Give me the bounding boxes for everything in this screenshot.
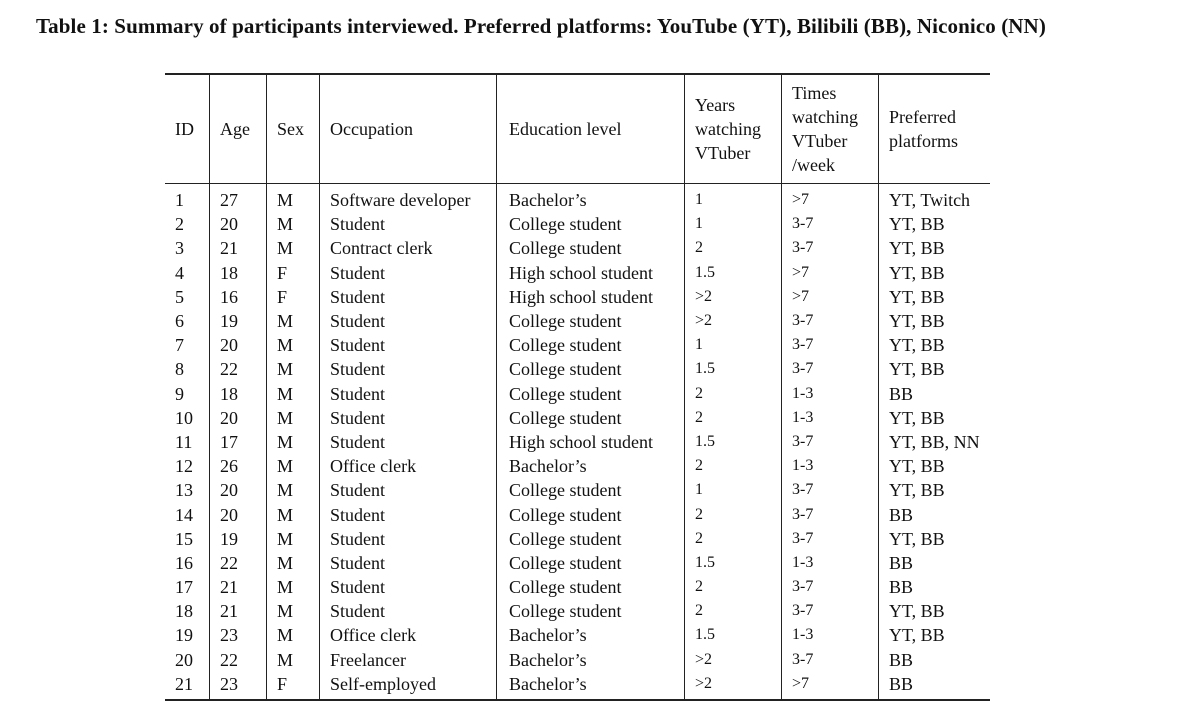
cell-times-watching: 3-7 bbox=[782, 478, 879, 502]
cell-years-watching: 1.5 bbox=[685, 623, 782, 647]
cell-id: 3 bbox=[165, 236, 210, 260]
cell-years-watching: 1 bbox=[685, 478, 782, 502]
cell-times-watching: 3-7 bbox=[782, 527, 879, 551]
header-years-watching bbox=[685, 74, 782, 184]
cell-times-watching: 3-7 bbox=[782, 236, 879, 260]
cell-id: 16 bbox=[165, 551, 210, 575]
cell-times-watching: 3-7 bbox=[782, 212, 879, 236]
cell-times-watching: 1-3 bbox=[782, 406, 879, 430]
cell-preferred-platforms: YT, BB bbox=[889, 238, 945, 259]
cell-occupation: Student bbox=[320, 502, 497, 526]
cell-age: 26 bbox=[210, 454, 267, 478]
table-row bbox=[165, 454, 990, 478]
cell-id: 8 bbox=[165, 357, 210, 381]
cell-preferred-platforms: BB bbox=[889, 649, 914, 670]
cell-times-watching: >7 bbox=[782, 184, 879, 213]
header-platforms-line: platforms bbox=[889, 131, 958, 151]
cell-occupation: Student bbox=[320, 430, 497, 454]
cell-education-level: College student bbox=[497, 382, 685, 406]
cell-sex: F bbox=[267, 261, 320, 285]
cell-preferred-platforms: YT, BB bbox=[889, 214, 945, 235]
cell-sex: M bbox=[267, 527, 320, 551]
cell-age: 27 bbox=[210, 184, 267, 213]
header-years-line: VTuber bbox=[695, 143, 751, 163]
cell-preferred-platforms: YT, BB bbox=[889, 311, 945, 332]
cell-education-level: College student bbox=[497, 309, 685, 333]
cell-preferred-platforms: YT, BB, NN bbox=[889, 431, 980, 452]
table-row bbox=[165, 551, 990, 575]
cell-age: 21 bbox=[210, 575, 267, 599]
cell-preferred-platforms: YT, BB bbox=[889, 456, 945, 477]
header-years-line: Years bbox=[695, 95, 736, 115]
cell-occupation: Office clerk bbox=[320, 623, 497, 647]
cell-age: 16 bbox=[210, 285, 267, 309]
header-age: Age bbox=[210, 74, 267, 184]
cell-preferred-platforms: YT, BB bbox=[889, 528, 945, 549]
cell-occupation: Student bbox=[320, 599, 497, 623]
table-row bbox=[165, 599, 990, 623]
cell-occupation: Student bbox=[320, 285, 497, 309]
cell-id: 9 bbox=[165, 382, 210, 406]
cell-education-level: College student bbox=[497, 575, 685, 599]
header-times-line: watching bbox=[792, 107, 858, 127]
cell-education-level: College student bbox=[497, 406, 685, 430]
cell-sex: M bbox=[267, 502, 320, 526]
header-education-level: Education level bbox=[497, 74, 685, 184]
cell-years-watching: 1 bbox=[685, 184, 782, 213]
cell-occupation: Student bbox=[320, 527, 497, 551]
cell-education-level: High school student bbox=[497, 285, 685, 309]
cell-times-watching: >7 bbox=[782, 261, 879, 285]
cell-sex: M bbox=[267, 478, 320, 502]
header-row bbox=[165, 74, 990, 184]
cell-id: 20 bbox=[165, 648, 210, 672]
cell-sex: M bbox=[267, 309, 320, 333]
header-sex: Sex bbox=[267, 74, 320, 184]
cell-age: 19 bbox=[210, 527, 267, 551]
cell-id: 19 bbox=[165, 623, 210, 647]
cell-education-level: College student bbox=[497, 599, 685, 623]
table-row bbox=[165, 357, 990, 381]
cell-preferred-platforms: YT, BB bbox=[889, 601, 945, 622]
header-times-line: /week bbox=[792, 155, 835, 175]
cell-years-watching: 1.5 bbox=[685, 430, 782, 454]
cell-education-level: College student bbox=[497, 478, 685, 502]
cell-education-level: Bachelor’s bbox=[497, 648, 685, 672]
cell-age: 23 bbox=[210, 623, 267, 647]
cell-education-level: College student bbox=[497, 236, 685, 260]
cell-preferred-platforms: BB bbox=[889, 552, 914, 573]
table-row bbox=[165, 430, 990, 454]
cell-years-watching: 1.5 bbox=[685, 357, 782, 381]
cell-id: 7 bbox=[165, 333, 210, 357]
header-times-line: VTuber bbox=[792, 131, 848, 151]
cell-id: 6 bbox=[165, 309, 210, 333]
cell-times-watching: 1-3 bbox=[782, 551, 879, 575]
cell-times-watching: 3-7 bbox=[782, 502, 879, 526]
cell-id: 12 bbox=[165, 454, 210, 478]
cell-occupation: Student bbox=[320, 406, 497, 430]
cell-id: 2 bbox=[165, 212, 210, 236]
cell-sex: M bbox=[267, 575, 320, 599]
cell-education-level: College student bbox=[497, 527, 685, 551]
cell-sex: M bbox=[267, 333, 320, 357]
cell-sex: M bbox=[267, 212, 320, 236]
cell-education-level: College student bbox=[497, 357, 685, 381]
table-row bbox=[165, 261, 990, 285]
cell-occupation: Student bbox=[320, 575, 497, 599]
cell-times-watching: 3-7 bbox=[782, 599, 879, 623]
cell-preferred-platforms: YT, BB bbox=[889, 407, 945, 428]
cell-preferred-platforms: BB bbox=[889, 504, 914, 525]
cell-preferred-platforms: YT, BB bbox=[889, 286, 945, 307]
cell-age: 18 bbox=[210, 261, 267, 285]
cell-sex: M bbox=[267, 184, 320, 213]
cell-preferred-platforms: YT, BB bbox=[889, 359, 945, 380]
table-row bbox=[165, 236, 990, 260]
cell-preferred-platforms: BB bbox=[889, 673, 914, 694]
cell-times-watching: 1-3 bbox=[782, 454, 879, 478]
cell-years-watching: >2 bbox=[685, 648, 782, 672]
cell-preferred-platforms: YT, Twitch bbox=[889, 190, 971, 211]
cell-times-watching: 1-3 bbox=[782, 623, 879, 647]
cell-occupation: Student bbox=[320, 309, 497, 333]
cell-years-watching: >2 bbox=[685, 285, 782, 309]
participants-table bbox=[165, 73, 990, 701]
cell-sex: M bbox=[267, 623, 320, 647]
cell-occupation: Student bbox=[320, 261, 497, 285]
cell-times-watching: >7 bbox=[782, 672, 879, 700]
header-id: ID bbox=[165, 74, 210, 184]
cell-id: 1 bbox=[165, 184, 210, 213]
cell-sex: M bbox=[267, 236, 320, 260]
cell-id: 14 bbox=[165, 502, 210, 526]
cell-age: 22 bbox=[210, 648, 267, 672]
cell-age: 22 bbox=[210, 357, 267, 381]
cell-id: 17 bbox=[165, 575, 210, 599]
cell-education-level: Bachelor’s bbox=[497, 672, 685, 700]
cell-occupation: Student bbox=[320, 478, 497, 502]
cell-occupation: Student bbox=[320, 551, 497, 575]
cell-times-watching: 3-7 bbox=[782, 575, 879, 599]
cell-years-watching: 2 bbox=[685, 527, 782, 551]
cell-years-watching: >2 bbox=[685, 672, 782, 700]
cell-id: 18 bbox=[165, 599, 210, 623]
header-occupation: Occupation bbox=[320, 74, 497, 184]
cell-age: 17 bbox=[210, 430, 267, 454]
cell-id: 13 bbox=[165, 478, 210, 502]
cell-occupation: Freelancer bbox=[320, 648, 497, 672]
cell-occupation: Student bbox=[320, 333, 497, 357]
cell-sex: F bbox=[267, 285, 320, 309]
cell-sex: F bbox=[267, 672, 320, 700]
table-body bbox=[165, 184, 990, 700]
cell-preferred-platforms: BB bbox=[889, 577, 914, 598]
cell-occupation: Student bbox=[320, 212, 497, 236]
cell-education-level: Bachelor’s bbox=[497, 623, 685, 647]
cell-education-level: Bachelor’s bbox=[497, 184, 685, 213]
cell-age: 20 bbox=[210, 333, 267, 357]
cell-age: 18 bbox=[210, 382, 267, 406]
header-years-line: watching bbox=[695, 119, 761, 139]
cell-education-level: College student bbox=[497, 551, 685, 575]
cell-years-watching: >2 bbox=[685, 309, 782, 333]
cell-education-level: College student bbox=[497, 333, 685, 357]
table-row bbox=[165, 333, 990, 357]
table-row bbox=[165, 648, 990, 672]
header-preferred-platforms bbox=[879, 74, 991, 184]
table-row bbox=[165, 382, 990, 406]
cell-age: 22 bbox=[210, 551, 267, 575]
cell-id: 4 bbox=[165, 261, 210, 285]
cell-id: 11 bbox=[165, 430, 210, 454]
cell-years-watching: 2 bbox=[685, 599, 782, 623]
cell-preferred-platforms: YT, BB bbox=[889, 480, 945, 501]
cell-preferred-platforms: YT, BB bbox=[889, 262, 945, 283]
table-row bbox=[165, 406, 990, 430]
cell-education-level: High school student bbox=[497, 261, 685, 285]
cell-age: 23 bbox=[210, 672, 267, 700]
cell-sex: M bbox=[267, 599, 320, 623]
cell-preferred-platforms: BB bbox=[889, 383, 914, 404]
cell-age: 20 bbox=[210, 502, 267, 526]
cell-sex: M bbox=[267, 648, 320, 672]
table-row bbox=[165, 212, 990, 236]
cell-years-watching: 2 bbox=[685, 454, 782, 478]
header-times-line: Times bbox=[792, 83, 837, 103]
cell-sex: M bbox=[267, 430, 320, 454]
cell-times-watching: 3-7 bbox=[782, 430, 879, 454]
cell-years-watching: 2 bbox=[685, 575, 782, 599]
cell-age: 20 bbox=[210, 212, 267, 236]
cell-years-watching: 2 bbox=[685, 236, 782, 260]
cell-id: 5 bbox=[165, 285, 210, 309]
table-row bbox=[165, 672, 990, 700]
cell-times-watching: >7 bbox=[782, 285, 879, 309]
cell-education-level: College student bbox=[497, 502, 685, 526]
header-platforms-line: Preferred bbox=[889, 107, 956, 127]
cell-years-watching: 1.5 bbox=[685, 261, 782, 285]
cell-age: 21 bbox=[210, 236, 267, 260]
cell-times-watching: 3-7 bbox=[782, 333, 879, 357]
table-row bbox=[165, 575, 990, 599]
cell-years-watching: 2 bbox=[685, 502, 782, 526]
cell-sex: M bbox=[267, 454, 320, 478]
cell-age: 20 bbox=[210, 406, 267, 430]
cell-education-level: Bachelor’s bbox=[497, 454, 685, 478]
cell-times-watching: 3-7 bbox=[782, 357, 879, 381]
table-row bbox=[165, 309, 990, 333]
cell-id: 10 bbox=[165, 406, 210, 430]
cell-education-level: College student bbox=[497, 212, 685, 236]
table-row bbox=[165, 527, 990, 551]
cell-years-watching: 2 bbox=[685, 382, 782, 406]
cell-id: 21 bbox=[165, 672, 210, 700]
table-header bbox=[165, 74, 990, 184]
cell-age: 19 bbox=[210, 309, 267, 333]
cell-occupation: Software developer bbox=[320, 184, 497, 213]
cell-times-watching: 3-7 bbox=[782, 309, 879, 333]
cell-times-watching: 1-3 bbox=[782, 382, 879, 406]
cell-occupation: Student bbox=[320, 382, 497, 406]
table-row bbox=[165, 285, 990, 309]
cell-occupation: Contract clerk bbox=[320, 236, 497, 260]
table-row bbox=[165, 502, 990, 526]
table-row bbox=[165, 623, 990, 647]
header-times-watching bbox=[782, 74, 879, 184]
cell-age: 20 bbox=[210, 478, 267, 502]
cell-sex: M bbox=[267, 357, 320, 381]
participants-table-container bbox=[165, 73, 990, 701]
cell-years-watching: 1 bbox=[685, 212, 782, 236]
table-row bbox=[165, 184, 990, 213]
table-row bbox=[165, 478, 990, 502]
cell-occupation: Office clerk bbox=[320, 454, 497, 478]
cell-times-watching: 3-7 bbox=[782, 648, 879, 672]
table-caption: Table 1: Summary of participants interviewed. Preferred platforms: YouTube (YT), Bilibili (BB), Niconico (NN) bbox=[36, 14, 1046, 38]
cell-preferred-platforms: YT, BB bbox=[889, 625, 945, 646]
cell-occupation: Student bbox=[320, 357, 497, 381]
cell-years-watching: 2 bbox=[685, 406, 782, 430]
cell-education-level: High school student bbox=[497, 430, 685, 454]
cell-sex: M bbox=[267, 551, 320, 575]
cell-sex: M bbox=[267, 382, 320, 406]
cell-sex: M bbox=[267, 406, 320, 430]
cell-years-watching: 1.5 bbox=[685, 551, 782, 575]
cell-occupation: Self-employed bbox=[320, 672, 497, 700]
cell-age: 21 bbox=[210, 599, 267, 623]
cell-id: 15 bbox=[165, 527, 210, 551]
cell-preferred-platforms: YT, BB bbox=[889, 335, 945, 356]
cell-years-watching: 1 bbox=[685, 333, 782, 357]
